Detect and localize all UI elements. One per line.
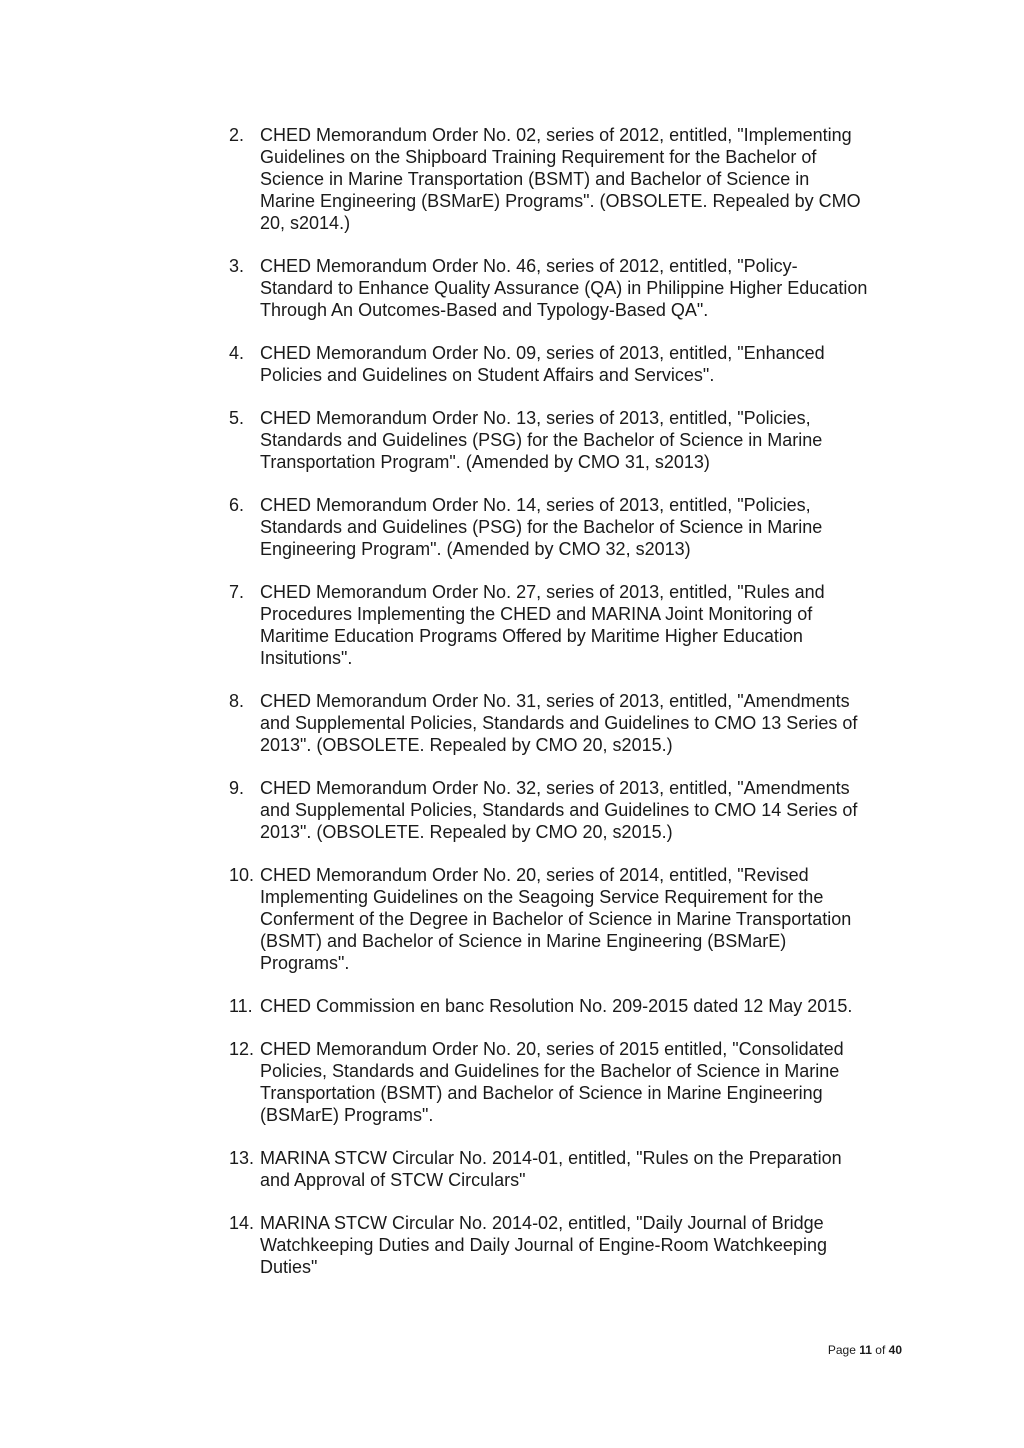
list-item: [229, 864, 909, 974]
references-list: [229, 124, 909, 1299]
item-number: 4.: [229, 343, 245, 363]
list-item: [229, 995, 909, 1017]
list-item: [229, 342, 909, 386]
list-item: [229, 1147, 909, 1191]
item-number: 14.: [229, 1213, 255, 1233]
item-text: CHED Memorandum Order No. 27, series of 2013, entitled, "Rules and Procedures Implementing the CHED and MARINA Joint Monitoring of Maritime Education Programs Offered by Maritime Higher Education Insitutions".: [260, 582, 825, 668]
item-number: 12.: [229, 1039, 255, 1059]
item-text: CHED Memorandum Order No. 09, series of 2013, entitled, "Enhanced Policies and Guidelines on Student Affairs and Services".: [260, 343, 825, 385]
item-text: CHED Memorandum Order No. 31, series of 2013, entitled, "Amendments and Supplemental Policies, Standards and Guidelines to CMO 13 Series of 2013". (OBSOLETE. Repealed by CMO 20, s2015.): [260, 691, 858, 755]
item-text: CHED Memorandum Order No. 14, series of 2013, entitled, "Policies, Standards and Guidelines (PSG) for the Bachelor of Science in Marine Engineering Program". (Amended by CMO 32, s2013): [260, 495, 823, 559]
item-number: 6.: [229, 495, 245, 515]
item-number: 3.: [229, 256, 245, 276]
item-number: 9.: [229, 778, 245, 798]
list-item: [229, 777, 909, 843]
item-text: CHED Memorandum Order No. 20, series of 2014, entitled, "Revised Implementing Guidelines on the Seagoing Service Requirement for the Conferment of the Degree in Bachelor of Science in Marine Transportation (BSMT) and Bachelor of Science in Marine Engineering (BSMarE) Programs".: [260, 865, 852, 973]
item-number: 13.: [229, 1148, 255, 1168]
total-pages-number: 40: [888, 1343, 902, 1357]
item-text: MARINA STCW Circular No. 2014-01, entitled, "Rules on the Preparation and Approval of STCW Circulars": [260, 1148, 842, 1190]
list-item: [229, 690, 909, 756]
item-number: 10.: [229, 865, 255, 885]
item-number: 7.: [229, 582, 245, 602]
item-text: CHED Memorandum Order No. 02, series of 2012, entitled, "Implementing Guidelines on the Shipboard Training Requirement for the Bachelor of Science in Marine Transportation (BSMT) and Bachelor of Science in Marine Engineering (BSMarE) Programs". (OBSOLETE. Repealed by CMO 20, s2014.): [260, 125, 861, 233]
page-footer: [828, 1342, 902, 1358]
item-number: 2.: [229, 125, 245, 145]
current-page-number: 11: [859, 1343, 872, 1357]
list-item: [229, 1212, 909, 1278]
item-text: CHED Commission en banc Resolution No. 209-2015 dated 12 May 2015.: [260, 996, 853, 1016]
list-item: [229, 494, 909, 560]
list-item: [229, 1038, 909, 1126]
page-label: Page: [827, 1343, 856, 1357]
list-item: [229, 407, 909, 473]
of-label: of: [875, 1343, 886, 1357]
list-item: [229, 581, 909, 669]
item-number: 11.: [229, 996, 253, 1016]
list-item: [229, 124, 909, 234]
item-text: CHED Memorandum Order No. 13, series of 2013, entitled, "Policies, Standards and Guidelines (PSG) for the Bachelor of Science in Marine Transportation Program". (Amended by CMO 31, s2013): [260, 408, 823, 472]
item-number: 5.: [229, 408, 245, 428]
item-text: CHED Memorandum Order No. 46, series of 2012, entitled, "Policy- Standard to Enhance Quality Assurance (QA) in Philippine Higher Education Through An Outcomes-Based and Typology-Based QA".: [260, 256, 868, 320]
item-number: 8.: [229, 691, 245, 711]
item-text: CHED Memorandum Order No. 20, series of 2015 entitled, "Consolidated Policies, Standards and Guidelines for the Bachelor of Science in Marine Transportation (BSMT) and Bachelor of Science in Marine Engineering (BSMarE) Programs".: [260, 1039, 844, 1125]
list-item: [229, 255, 909, 321]
item-text: CHED Memorandum Order No. 32, series of 2013, entitled, "Amendments and Supplemental Policies, Standards and Guidelines to CMO 14 Series of 2013". (OBSOLETE. Repealed by CMO 20, s2015.): [260, 778, 858, 842]
item-text: MARINA STCW Circular No. 2014-02, entitled, "Daily Journal of Bridge Watchkeeping Duties and Daily Journal of Engine-Room Watchkeeping Duties": [260, 1213, 827, 1277]
